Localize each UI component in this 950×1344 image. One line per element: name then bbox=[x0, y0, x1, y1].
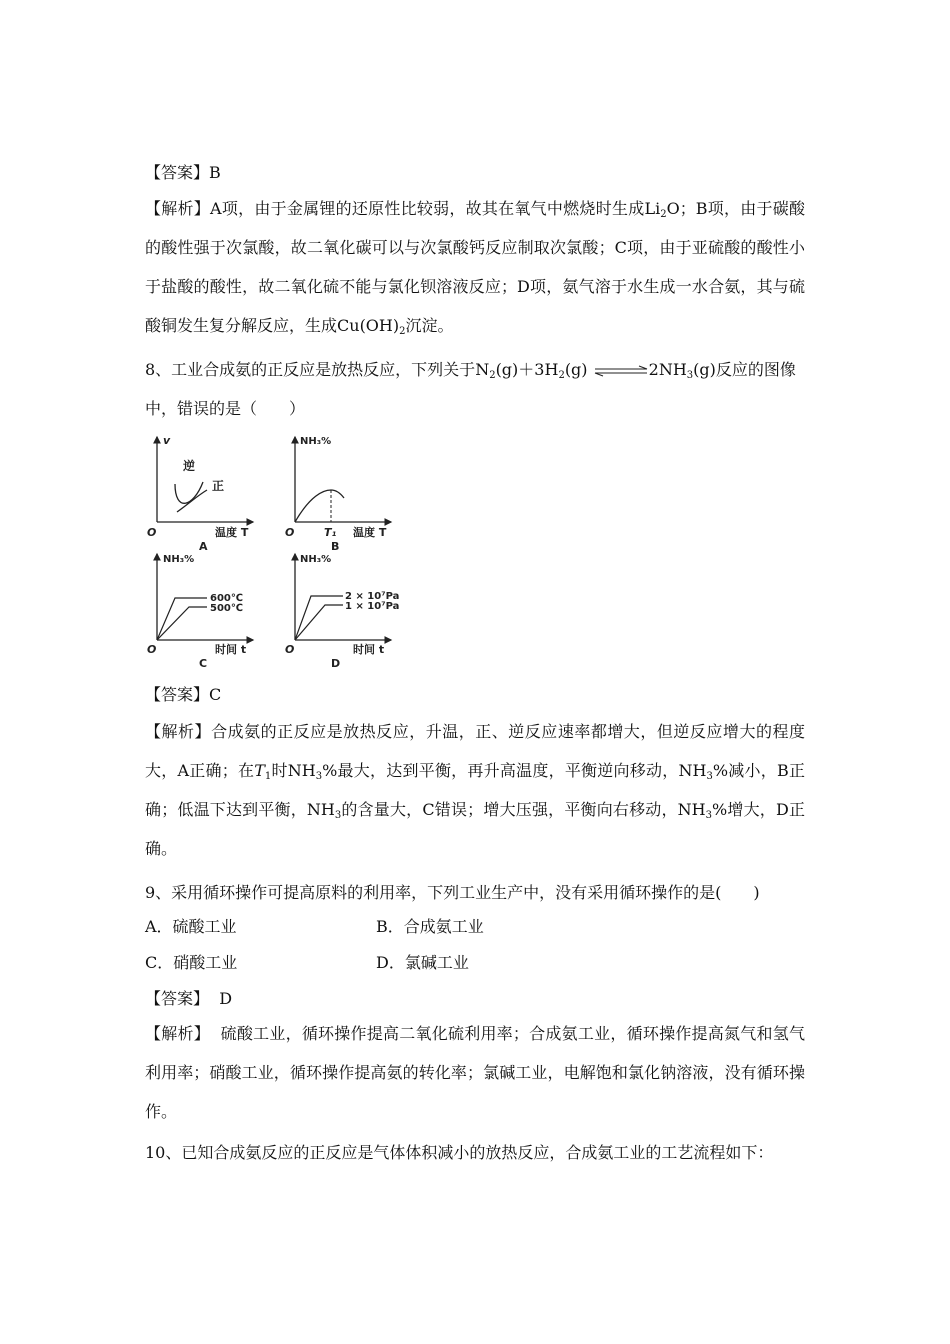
q8-figure bbox=[145, 432, 405, 667]
answer-label: 【答案】 bbox=[145, 163, 210, 182]
graph-d-label-2e7: 2 × 10⁷Pa bbox=[345, 591, 400, 602]
equilibrium-arrow-icon bbox=[593, 365, 649, 377]
answer-value: B bbox=[209, 163, 221, 182]
graph-b bbox=[285, 436, 391, 553]
q8-stem: 8、工业合成氨的正反应是放热反应，下列关于$N_2(g)+3H_2(g)$ $2NH_3(g)$反应的图像 中，错误的是（ ） bbox=[145, 360, 796, 418]
graph-a-caption: A bbox=[199, 540, 208, 553]
q9-analysis: 【解析】 硫酸工业，循环操作提高二氧化硫利用率；合成氨工业，循环操作提高氮气和氢气利用率；硝酸工业，循环操作提高氨的转化率；氯碱工业，电解饱和氯化钠溶液，没有循环操作。 bbox=[145, 1024, 805, 1121]
q8-answer bbox=[145, 685, 221, 705]
formula-cuoh2: $Cu(OH)_2$ bbox=[337, 316, 406, 337]
graph-a-curve-label-forward: 正 bbox=[212, 479, 225, 493]
graph-d-label-1e7: 1 × 10⁷Pa bbox=[345, 601, 400, 612]
graph-d-origin: O bbox=[285, 643, 295, 656]
graph-d-caption: D bbox=[331, 657, 341, 667]
q9-option-d: D．氯碱工业 bbox=[376, 953, 469, 972]
graph-d bbox=[285, 554, 399, 667]
graph-c bbox=[147, 554, 253, 667]
answer-label: 【答案】 bbox=[145, 685, 210, 704]
graph-a-curve-reverse bbox=[175, 482, 203, 503]
graph-d-line-2e7 bbox=[295, 596, 343, 640]
graph-b-curve bbox=[295, 490, 344, 522]
q9-option-b: B．合成氨工业 bbox=[376, 917, 484, 936]
graph-a-curve-forward bbox=[177, 490, 207, 512]
graph-a-curve-label-reverse: 逆 bbox=[183, 459, 196, 473]
graph-c-line-600 bbox=[157, 598, 207, 640]
q9-option-c: C．硝酸工业 bbox=[145, 953, 238, 972]
graph-b-xlabel: 温度 T bbox=[353, 526, 387, 539]
q7-answer bbox=[145, 163, 221, 183]
graph-c-label-600: 600℃ bbox=[210, 593, 243, 604]
q9-option-a: A．硫酸工业 bbox=[145, 917, 237, 936]
formula-n2: $N_2(g)+3H_2(g)$ bbox=[475, 360, 588, 381]
graph-b-t1: T₁ bbox=[324, 526, 337, 539]
analysis-label: 【解析】 bbox=[145, 722, 212, 741]
graph-c-label-500: 500℃ bbox=[210, 603, 243, 614]
analysis-label: 【解析】 bbox=[145, 1024, 210, 1043]
graph-a-origin: O bbox=[147, 526, 157, 539]
graph-c-caption: C bbox=[199, 657, 208, 667]
q9-stem: 9、采用循环操作可提高原料的利用率，下列工业生产中，没有采用循环操作的是( ) bbox=[145, 883, 760, 902]
graph-c-origin: O bbox=[147, 643, 157, 656]
graph-a-xlabel: 温度 T bbox=[215, 526, 249, 539]
graph-d-ylabel: NH₃% bbox=[300, 554, 332, 565]
graph-a-ylabel: v bbox=[163, 434, 171, 447]
graph-d-line-1e7 bbox=[295, 605, 343, 640]
answer-value: D bbox=[219, 989, 233, 1008]
analysis-label: 【解析】 bbox=[145, 199, 211, 218]
q9-answer bbox=[145, 989, 232, 1009]
formula-li2o: $Li_2O$ bbox=[644, 199, 680, 220]
answer-label: 【答案】 bbox=[145, 989, 210, 1008]
graph-b-ylabel: NH₃% bbox=[300, 436, 332, 447]
q8-analysis: 【解析】合成氨的正反应是放热反应，升温，正、逆反应速率都增大，但逆反应增大的程度大，A正确；在$T_1$时$NH_3\%$最大，达到平衡，再升高温度，平衡逆向移动，$NH_3\%$减小，B正确；低温下达到平衡，$NH_3$的含量大，C错误；增大压强，平衡向右移动，$NH_3\%$增大，D正确。 bbox=[145, 722, 805, 858]
graph-a bbox=[147, 434, 253, 553]
graph-b-caption: B bbox=[331, 540, 340, 553]
graph-c-xlabel: 时间 t bbox=[215, 643, 247, 656]
graph-c-ylabel: NH₃% bbox=[163, 554, 195, 565]
formula-nh3: $2NH_3(g)$反应的图像 bbox=[648, 360, 796, 381]
answer-value: C bbox=[209, 685, 222, 704]
graph-d-xlabel: 时间 t bbox=[353, 643, 385, 656]
graph-b-origin: O bbox=[285, 526, 295, 539]
q10-stem: 10、已知合成氨反应的正反应是气体体积减小的放热反应，合成氨工业的工艺流程如下： bbox=[145, 1143, 774, 1162]
q7-analysis: 【解析】A项，由于金属锂的还原性比较弱，故其在氧气中燃烧时生成$Li_2O$；B项，由于碳酸的酸性强于次氯酸，故二氧化碳可以与次氯酸钙反应制取次氯酸；C项，由于亚硫酸的酸性小于盐酸的酸性，故二氧化硫不能与氯化钡溶液反应；D项，氨气溶于水生成一水合氨，其与硫酸铜发生复分解反应，生成$Cu(OH)_2$沉淀。 bbox=[145, 199, 805, 337]
